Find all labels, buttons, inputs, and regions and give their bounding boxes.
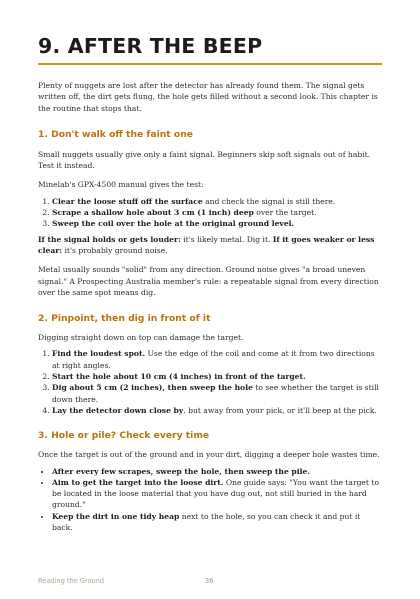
- list-item: [52, 371, 382, 382]
- section-1-paragraph-2: Minelab's GPX-4500 manual gives the test:: [38, 180, 204, 190]
- step-bold: Clear the loose stuff off the surface: [52, 196, 203, 206]
- list-item: [52, 511, 382, 534]
- bullet-text: One guide says: "You want the target to be located in the loose material that you have dug out, not still buried in the hard ground.": [52, 477, 380, 510]
- step-text: to see whether the target is still down there.: [52, 383, 379, 404]
- list-item: [52, 218, 382, 229]
- page-content: [38, 34, 382, 533]
- list-item: [52, 348, 382, 371]
- intro-paragraph: Plenty of nuggets are lost after the detector has already found them. The signal gets written off, the dirt gets flung, the hole gets filled without a second look. This chapter is the routine that stops that.: [38, 81, 378, 113]
- bullet-bold: After every few scrapes, sweep the hole, then sweep the pile.: [52, 466, 310, 476]
- rule-text-2: it's probably ground noise.: [62, 245, 168, 255]
- step-bold: Lay the detector down close by: [52, 405, 184, 415]
- step-bold: Scrape a shallow hole about 3 cm (1 inch) deep: [52, 208, 254, 218]
- section-3-paragraph-1: Once the target is out of the ground and in your dirt, digging a deeper hole wastes time.: [38, 450, 380, 460]
- step-bold: Sweep the coil over the hole at the original ground level.: [52, 219, 295, 229]
- footer-section-title: Reading the Ground: [38, 577, 105, 585]
- list-item: [52, 405, 382, 416]
- section-3-bullets: [38, 466, 382, 534]
- step-text: and check the signal is still there.: [202, 196, 336, 206]
- step-text: over the target.: [253, 208, 317, 218]
- step-bold: Dig about 5 cm (2 inches), then sweep the hole: [52, 383, 253, 393]
- section-2-paragraph-1: Digging straight down on top can damage the target.: [38, 333, 244, 343]
- section-1-paragraph-1: Small nuggets usually give only a faint signal. Beginners skip soft signals out of habit. Test it instead.: [38, 149, 371, 171]
- section-3-heading: 3. Hole or pile? Check every time: [38, 430, 210, 442]
- page-number: 36: [205, 577, 214, 585]
- list-item: [52, 382, 382, 405]
- chapter-title: 9. AFTER THE BEEP: [38, 34, 263, 58]
- section-2-heading: 2. Pinpoint, then dig in front of it: [38, 313, 211, 325]
- section-1-heading: 1. Don't walk off the faint one: [38, 128, 193, 140]
- list-item: [52, 207, 382, 218]
- section-1-steps: [38, 196, 382, 230]
- bullet-text: next to the hole, so you can check it and put it back.: [52, 511, 361, 533]
- list-item: [52, 196, 382, 207]
- rule-bold-2: If it goes weaker or less clear:: [38, 234, 375, 255]
- section-1-paragraph-3: [38, 234, 382, 257]
- rule-bold-1: If the signal holds or gets louder:: [38, 234, 181, 244]
- list-item: [52, 477, 382, 511]
- step-text: , but away from your pick, or it'll beep at the pick.: [183, 405, 377, 415]
- page-footer: [38, 577, 382, 585]
- step-bold: Find the loudest spot.: [52, 349, 146, 359]
- bullet-bold: Keep the dirt in one tidy heap: [52, 511, 180, 521]
- rule-text-1: it's likely metal. Dig it.: [180, 234, 273, 244]
- section-2-steps: [38, 348, 382, 416]
- list-item: [52, 466, 382, 477]
- title-rule: [38, 63, 382, 65]
- step-text: Use the edge of the coil and come at it from two directions at right angles.: [52, 349, 375, 370]
- step-bold: Start the hole about 10 cm (4 inches) in front of the target.: [52, 372, 306, 382]
- bullet-bold: Aim to get the target into the loose dirt.: [52, 477, 224, 487]
- section-1-paragraph-4: Metal usually sounds "solid" from any direction. Ground noise gives "a broad uneven signal." A Prospecting Australia member's rule: a repeatable signal from every direction over the same spot means dig.: [38, 265, 379, 297]
